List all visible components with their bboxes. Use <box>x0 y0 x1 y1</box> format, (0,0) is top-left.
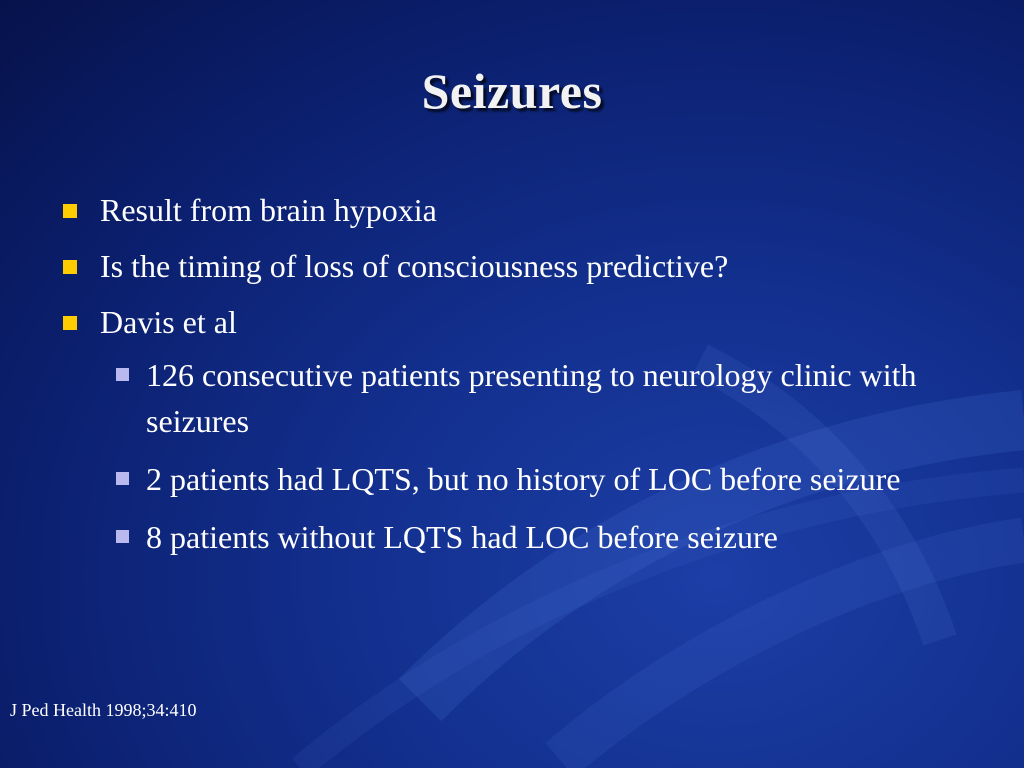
square-sub-bullet-icon <box>116 530 129 543</box>
bullet-text: Is the timing of loss of consciousness predictive? <box>100 248 729 284</box>
square-sub-bullet-icon <box>116 472 129 485</box>
slide-title: Seizures <box>421 63 603 119</box>
square-sub-bullet-icon <box>116 368 129 381</box>
bullet-text: Result from brain hypoxia <box>100 192 437 228</box>
bullet-text: Davis et al <box>100 304 237 340</box>
bullet-list <box>60 190 980 572</box>
sub-bullet-item <box>108 514 946 560</box>
bullet-item <box>60 246 980 286</box>
sub-bullet-item <box>108 352 946 444</box>
sub-bullet-text: 8 patients without LQTS had LOC before seizure <box>146 519 778 555</box>
bullet-item <box>60 190 980 230</box>
square-bullet-icon <box>63 260 77 274</box>
sub-bullet-text: 126 consecutive patients presenting to neurology clinic with seizures <box>146 357 917 439</box>
citation: J Ped Health 1998;34:410 <box>10 700 197 720</box>
sub-bullet-item <box>108 456 946 502</box>
sub-bullet-text: 2 patients had LQTS, but no history of LOC before seizure <box>146 461 901 497</box>
bullet-item <box>60 302 980 342</box>
square-bullet-icon <box>63 316 77 330</box>
square-bullet-icon <box>63 204 77 218</box>
